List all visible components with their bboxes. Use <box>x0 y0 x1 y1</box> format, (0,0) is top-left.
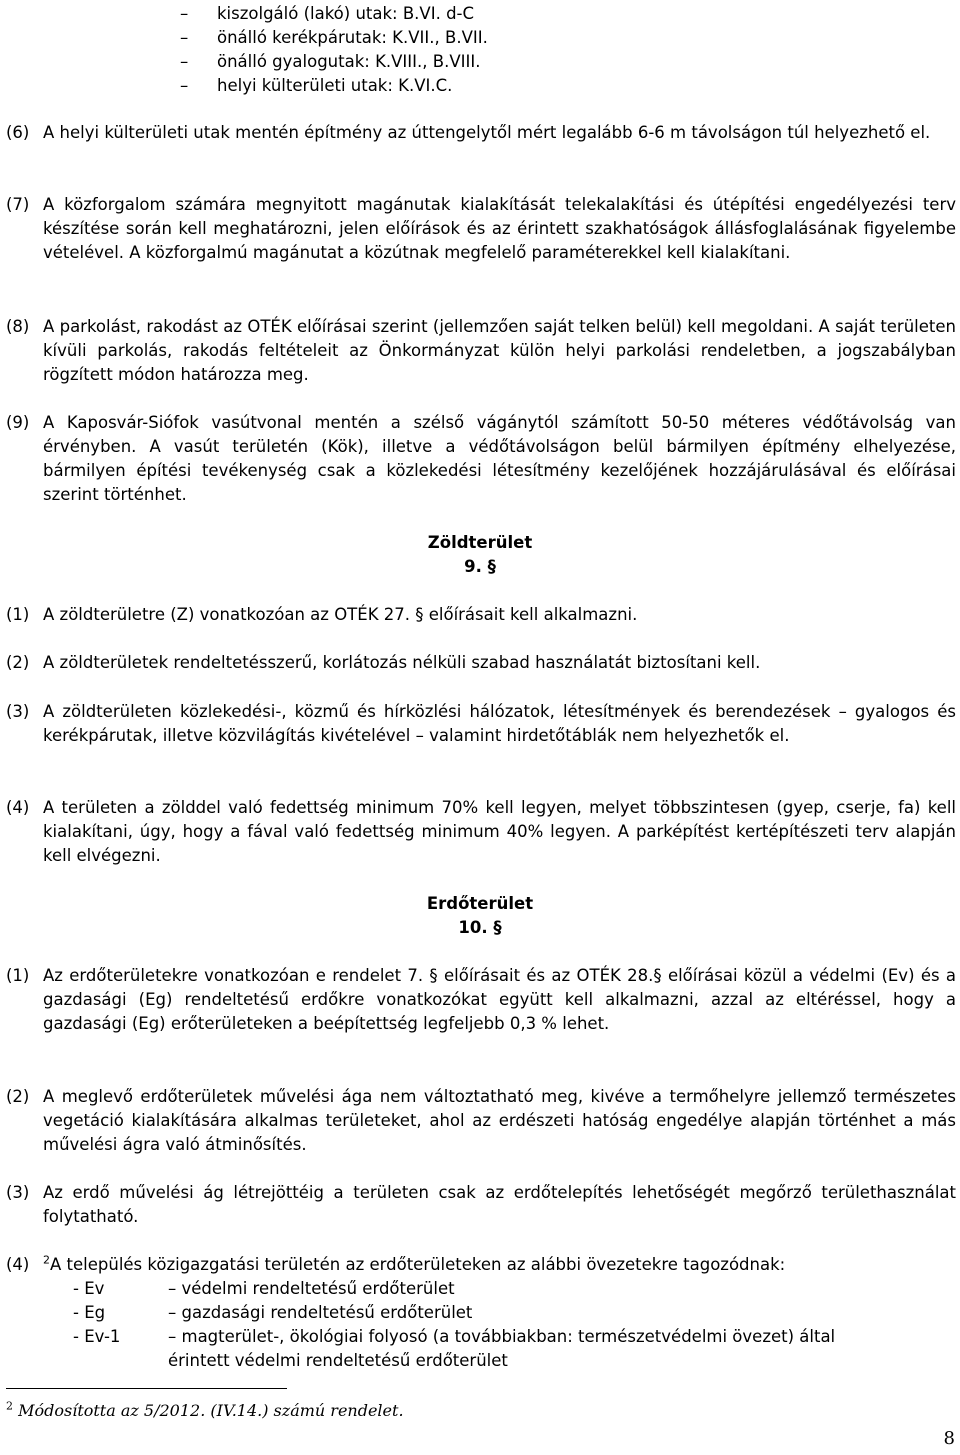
list-item <box>73 1301 835 1325</box>
footnote-text: Módosította az 5/2012. (IV.14.) számú rendelet. <box>18 1401 404 1420</box>
paragraph-7 <box>6 193 956 265</box>
list-item <box>180 26 488 50</box>
list-item-text: önálló kerékpárutak: K.VII., B.VII. <box>217 28 488 47</box>
list-item <box>180 74 488 98</box>
paragraph-8 <box>6 315 956 387</box>
list-item <box>180 2 488 26</box>
zone-description: érintett védelmi rendeltetésű erdőterület <box>168 1351 508 1370</box>
section-title: Erdőterület <box>426 894 534 913</box>
zone-list <box>73 1277 835 1373</box>
zone-code: - Ev <box>73 1279 105 1298</box>
paragraph-number: (3) <box>6 1183 30 1202</box>
paragraph-body: A település közigazgatási területén az erdőterületeken az alábbi övezetekre tagozódnak: <box>50 1255 786 1274</box>
dash-marker: – <box>180 76 189 95</box>
paragraph-number: (4) <box>6 798 30 817</box>
paragraph-text: Az erdőterületekre vonatkozóan e rendelet 7. § előírásait és az OTÉK 28.§ előírásai közül a védelmi (Ev) és a gazdasági (Eg) rendeltetésű erdőkre vonatkozókat együtt kell alkalmazni, azzal az eltéréssel, hogy a gazdasági (Eg) erőterületeken a beépítettség legfeljebb 0,3 % lehet. <box>43 966 956 1033</box>
list-item-text: önálló gyalogutak: K.VIII., B.VIII. <box>217 52 481 71</box>
list-item <box>73 1277 835 1301</box>
paragraph <box>6 1181 956 1229</box>
footnote <box>6 1400 404 1422</box>
paragraph-number: (8) <box>6 317 30 336</box>
dash-marker: – <box>180 4 189 23</box>
paragraph-text: A zöldterületen közlekedési-, közmű és hírközlési hálózatok, létesítmények és berendezések – gyalogos és kerékpárutak, illetve közvilágítás kivételével – valamint hirdetőtáblák nem helyezhetők el. <box>43 702 956 745</box>
paragraph-text: A meglevő erdőterületek művelési ága nem változtatható meg, kivéve a termőhelyre jellemző természetes vegetáció kialakítására alkalmas területeket, ahol az erdészeti hatóság engedélye alapján történhet a más művelési ágra való átminősítés. <box>43 1087 956 1154</box>
list-item-continuation <box>73 1349 835 1373</box>
paragraph <box>6 964 956 1036</box>
paragraph-number: (2) <box>6 1087 30 1106</box>
paragraph <box>6 1085 956 1157</box>
paragraph-text <box>43 1253 956 1277</box>
paragraph-text: A parkolást, rakodást az OTÉK előírásai szerint (jellemzően saját telken belül) kell megoldani. A saját területen kívüli parkolás, rakodás feltételeit az Önkormányzat külön helyi parkolási rendeletben, a jogszabályban rögzített módon határozza meg. <box>43 317 956 384</box>
paragraph-number: (9) <box>6 413 30 432</box>
section-number: 10. § <box>458 918 502 937</box>
zone-description: – gazdasági rendeltetésű erdőterület <box>168 1303 473 1322</box>
paragraph <box>6 1253 956 1277</box>
list-item-text: kiszolgáló (lakó) utak: B.VI. d-C <box>217 4 475 23</box>
paragraph-text: A zöldterületre (Z) vonatkozóan az OTÉK 27. § előírásait kell alkalmazni. <box>43 605 638 624</box>
paragraph <box>6 603 956 627</box>
paragraph-text: A közforgalom számára megnyitott magánutak kialakítását telekalakítási és útépítési engedélyezési terv készítése során kell meghatározni, jelen előírások és az érintett szakhatóságok állásfoglalásának figyelembe vételével. A közforgalmú magánutat a közútnak megfelelő paraméterekkel kell kialakítani. <box>43 195 956 262</box>
footnote-reference: 2 <box>43 1253 50 1267</box>
zone-code: - Eg <box>73 1303 106 1322</box>
list-item-text: helyi külterületi utak: K.VI.C. <box>217 76 453 95</box>
paragraph-number: (2) <box>6 653 30 672</box>
paragraph-text: Az erdő művelési ág létrejöttéig a területen csak az erdőtelepítés lehetőségét megőrző területhasználat folytatható. <box>43 1183 956 1226</box>
dash-marker: – <box>180 52 189 71</box>
paragraph-number: (6) <box>6 123 30 142</box>
paragraph-text: A helyi külterületi utak mentén építmény az úttengelytől mért legalább 6-6 m távolságon túl helyezhető el. <box>43 123 931 142</box>
list-item <box>73 1325 835 1349</box>
page-number: 8 <box>943 1428 955 1449</box>
paragraph-text: A zöldterületek rendeltetésszerű, korlátozás nélküli szabad használatát biztosítani kell. <box>43 653 761 672</box>
paragraph-number: (7) <box>6 195 30 214</box>
zone-description: – magterület-, ökológiai folyosó (a továbbiakban: természetvédelmi övezet) által <box>168 1327 836 1346</box>
paragraph-number: (4) <box>6 1255 30 1274</box>
paragraph-9 <box>6 411 956 507</box>
paragraph <box>6 651 956 675</box>
dash-marker: – <box>180 28 189 47</box>
footnote-marker: 2 <box>6 1399 13 1413</box>
paragraph-6 <box>6 121 956 145</box>
footnote-separator <box>6 1388 287 1389</box>
paragraph <box>6 796 956 868</box>
paragraph-text: A Kaposvár-Siófok vasútvonal mentén a szélső vágánytól számított 50-50 méteres védőtávolság van érvényben. A vasút területén (Kök), illetve a védőtávolságon belül bármilyen építmény elhelyezése, bármilyen építési tevékenység csak a közlekedési létesítmény kezelőjének hozzájárulásával és előírásai szerint történhet. <box>43 413 956 504</box>
paragraph-number: (3) <box>6 702 30 721</box>
road-class-list <box>180 2 488 98</box>
paragraph-text: A területen a zölddel való fedettség minimum 70% kell legyen, melyet többszintesen (gyep, cserje, fa) kell kialakítani, úgy, hogy a fával való fedettség minimum 40% legyen. A parképítést kertépítészeti terv alapján kell elvégezni. <box>43 798 956 865</box>
section-title: Zöldterület <box>427 533 533 552</box>
zone-description: – védelmi rendeltetésű erdőterület <box>168 1279 455 1298</box>
paragraph-number: (1) <box>6 966 30 985</box>
section-number: 9. § <box>464 557 496 576</box>
paragraph-number: (1) <box>6 605 30 624</box>
list-item <box>180 50 488 74</box>
zone-code: - Ev-1 <box>73 1327 121 1346</box>
paragraph <box>6 700 956 748</box>
